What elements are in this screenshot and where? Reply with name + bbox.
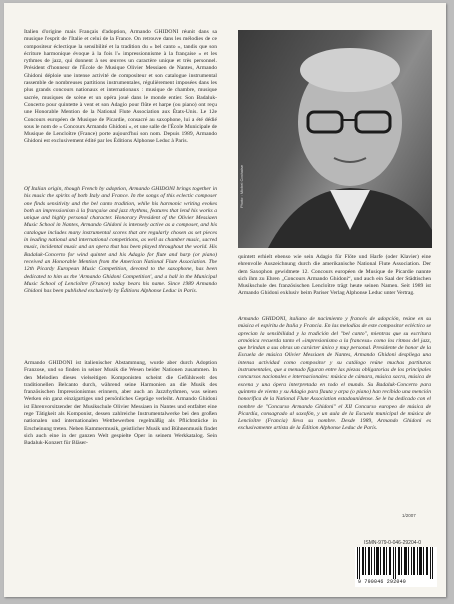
- spanish-biography: Armando GHIDONI, italiano de nacimiento y francés de adopción, reúne en su música el espíritu de Italia y Francia. En las melodías de este compositor ecléctico se aprecian la sensibilidad y la tradición del "bel canto", mientras que su escritura armónica recuerda tanto el «impresionismo a la francesa» como los ritmos del jazz, que brindan a sus obras un carácter único y muy personal. Presidente de honor de la Escuela de música Olivier Messiaen de Nantes, Armando Ghidoni despliega una intensa actividad como compositor y su catálogo reúne muchas partituras instrumentales, que a menudo figuran entre las piezas obligatorias de los principales concursos nacionales e internacionales: música de cámara, música sacra, música de escena y una ópera interpretada en todo el mundo. Su Badaluk-Concerto para quinteto de viento y su Adagio para flauta y arpa (o piano) han recibido una mención honorífica de la National Flute Association estadounidense. Se le ha dedicado con el nombre de "Concurso Armando Ghidoni" el XII Concurso europeo de música de Picardía, consagrado al saxofón, y un aula de la Escuela municipal de música de Lencloître (Francia) lleva su nombre. Desde 1989, Armando Ghidoni es exclusivamente artista de la Édition Alphonse Leduc de París.: [238, 316, 431, 432]
- german-biography-part1: Armando GHIDONI ist italienischer Abstammung, wurde aber durch Adoption Franzose, und so finden in seiner Musik die Wesen beider Nationen zusammen. In den Melodien dieses vielseitigen Komponisten scheint die Gefühlswelt des traditionellen Belcanto durch, während seine Harmonien an die Musik des französischen Impressionismus erinnern, aber auch an Jazzrhythmen, was seinen Werken ein ganz einzigartiges und persönliches Gepräge verleiht. Armando Ghidoni ist Ehrenvorsitzender der Musikschule Olivier Messiaen in Nantes und entfaltet eine rege Tätigkeit als Komponist, dessen zahlreiche Instrumentalwerke bei den großen nationalen und internationalen Wettbewerben regelmäßig als Pflichtstücke in Erscheinung treten. Neben Kammermusik, geistlicher Musik und Bühnenmusik findet sich auch eine in der ganzen Welt gespielte Oper in seinem Werkkatalog. Sein Badaluk-Konzert für Bläser-: [24, 360, 217, 447]
- barcode-bars: [355, 547, 437, 579]
- composer-portrait-photo: [238, 30, 432, 248]
- barcode-number: 9 790046 292040: [358, 579, 407, 585]
- catalog-number: 1/2007: [402, 513, 416, 518]
- french-biography: Italien d'origine mais Français d'adoption, Armando GHIDONI réunit dans sa musique l'esprit de l'Italie et celui de la France. On retrouve dans les mélodies de ce compositeur éclectique la sensibilité et la tradition du « bel canto », tandis que son écriture harmonique évoque à la fois l'« impressionnisme à la française » et les rythmes de jazz, qui donnent à ses œuvres un caractère unique et très personnel. Président d'honneur de l'École de Musique Olivier Messiaen de Nantes, Armando Ghidoni déploie une intense activité de compositeur et son catalogue instrumental rassemble de nombreuses partitions instrumentales, régulièrement imposées dans les plus grands concours nationaux et internationaux : musique de chambre, musique sacrée, musiques de scène et un opéra joué dans le monde entier. Son Badaluk-Concerto pour quintette à vent et son Adagio pour flûte et harpe (ou piano) ont reçu une Honorable Mention de la National Flute Association aux États-Unis. Le 12e Concours européen de Musique de Picardie, consacré au saxophone, lui a été dédié sous le nom de « Concours Armando Ghidoni », et une salle de l'École Municipale de Musique de Lencloître (France) porte aujourd'hui son nom. Depuis 1989, Armando Ghidoni est exclusivement édité par les Éditions Alphonse Leduc à Paris.: [24, 29, 217, 145]
- german-biography-part2: quintett erhielt ebenso wie sein Adagio für Flöte und Harfe (oder Klavier) eine ehrenvolle Auszeichnung durch die amerikanische National Flute Association. Der dem Saxophon gewidmete 12. Concours européen de Musique de Picardie nannte sich ihm zu Ehren „Concours Armando Ghidoni“, und auch ein Saal der Städtischen Musikschule des französischen Lencloître trägt heute seinen Namen. Seit 1989 ist Armando Ghidoni exklusiv beim Pariser Verlag Alphonse Leduc unter Vertrag.: [238, 254, 431, 297]
- english-biography: Of Italian origin, though French by adoption, Armando GHIDONI brings together in his music the spirits of both Italy and France. In the songs of this eclectic composer one finds sensitivity and the bel canto tradition, while his harmonic writing evokes both an impressionism à la française and jazz rhythms, features that lend his works a unique and highly personal character. Honorary President of the Olivier Messiaen Music School in Nantes, Armando Ghidoni is intensely active as a composer, and his catalogue includes many instrumental scores that are regularly chosen as set pieces in leading national and international competitions, as well as chamber music, sacred music, incidental music and an opera that has been played throughout the world. His Badaluk-Concerto for wind quintet and his Adagio for flute and harp (or piano) received an Honorable Mention from the American National Flute Association. The 12th Picardy European Music Competition, devoted to the saxophone, has been dedicated to him as the 'Armando Ghidoni Competition', and a hall in the Municipal Music School of Lencloître (France) today bears his name. Since 1989 Armando Ghidoni has been published exclusively by Éditions Alphonse Leduc in Paris.: [24, 186, 217, 295]
- photo-credit: Photo : Michel Cochaise: [239, 164, 244, 208]
- back-cover-page: [4, 3, 446, 597]
- ismn-label: ISMN-979-0-046-29204-0: [364, 540, 421, 546]
